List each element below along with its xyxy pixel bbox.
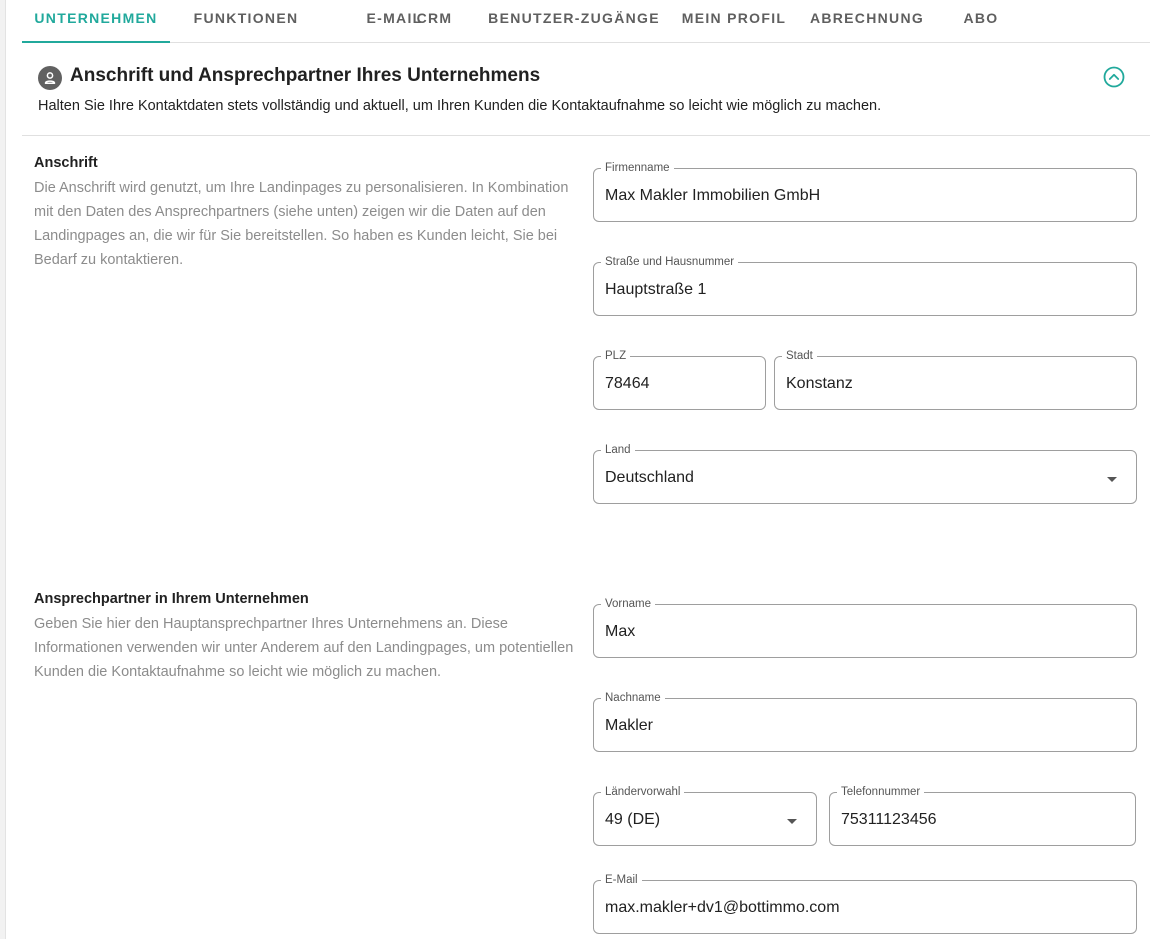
city-input[interactable] (786, 375, 1100, 393)
country-label: Land (601, 443, 635, 457)
chevron-up-circle-icon[interactable] (1103, 66, 1125, 88)
lastname-label: Nachname (601, 691, 665, 705)
country-code-select[interactable] (593, 786, 817, 846)
tab-benutzer-zugaenge[interactable]: BENUTZER-ZUGÄNGE (488, 10, 660, 26)
firstname-input[interactable] (605, 623, 1100, 641)
dropdown-arrow-icon[interactable] (787, 819, 797, 824)
lastname-input[interactable] (605, 717, 1100, 735)
dropdown-arrow-icon[interactable] (1107, 477, 1117, 482)
section-header (22, 43, 1150, 136)
country-code-value: 49 (DE) (605, 811, 661, 828)
city-field[interactable] (774, 350, 1137, 410)
street-input[interactable] (605, 281, 1100, 299)
phone-field[interactable] (829, 786, 1136, 846)
company-name-field[interactable] (593, 162, 1137, 222)
tab-abo[interactable]: ABO (963, 10, 999, 26)
company-name-label: Firmenname (601, 161, 674, 175)
lastname-field[interactable] (593, 692, 1137, 752)
person-icon (38, 66, 62, 90)
tab-abrechnung[interactable]: ABRECHNUNG (809, 10, 925, 26)
street-label: Straße und Hausnummer (601, 255, 738, 269)
zip-input[interactable] (605, 375, 729, 393)
phone-input[interactable] (841, 811, 1099, 829)
section-subtitle: Halten Sie Ihre Kontaktdaten stets vollständig und aktuell, um Ihren Kunden die Kontaktaufnahme so leicht wie möglich zu machen. (38, 98, 882, 114)
email-label: E-Mail (601, 873, 642, 887)
country-value: Deutschland (605, 469, 694, 486)
section-title: Anschrift und Ansprechpartner Ihres Unternehmens (70, 65, 541, 86)
contact-title: Ansprechpartner in Ihrem Unternehmen (34, 591, 309, 607)
contact-description: Geben Sie hier den Hauptansprechpartner Ihres Unternehmens an. Diese Informationen verwenden wir unter Anderem auf den Landingpages, um potentiellen Kunden die Kontaktaufnahme so leicht wie möglich zu machen. (34, 616, 574, 680)
tab-funktionen[interactable]: FUNKTIONEN (193, 10, 299, 26)
left-edge-panel (0, 0, 6, 939)
tab-e-mail[interactable]: E-MAIL (366, 10, 423, 26)
address-description: Die Anschrift wird genutzt, um Ihre Landinpages zu personalisieren. In Kombination mit den Daten des Ansprechpartners (siehe unten) zeigen wir die Daten auf den Landingpages an, die wir für Sie bereitstellen. So haben es Kunden leicht, Sie bei Bedarf zu kontaktieren. (34, 180, 569, 268)
tab-unternehmen[interactable]: UNTERNEHMEN (22, 0, 170, 42)
tab-mein-profil[interactable]: MEIN PROFIL (681, 10, 787, 26)
city-label: Stadt (782, 349, 817, 363)
tab-crm[interactable]: CRM (416, 10, 453, 26)
email-input[interactable] (605, 899, 1100, 917)
zip-label: PLZ (601, 349, 630, 363)
address-title: Anschrift (34, 155, 98, 171)
company-name-input[interactable] (605, 187, 1100, 205)
zip-field[interactable] (593, 350, 766, 410)
country-select[interactable] (593, 444, 1137, 504)
firstname-label: Vorname (601, 597, 655, 611)
settings-tabs (22, 0, 1150, 43)
firstname-field[interactable] (593, 598, 1137, 658)
phone-label: Telefonnummer (837, 785, 924, 799)
street-field[interactable] (593, 256, 1137, 316)
country-code-label: Ländervorwahl (601, 785, 684, 799)
email-field[interactable] (593, 874, 1137, 934)
